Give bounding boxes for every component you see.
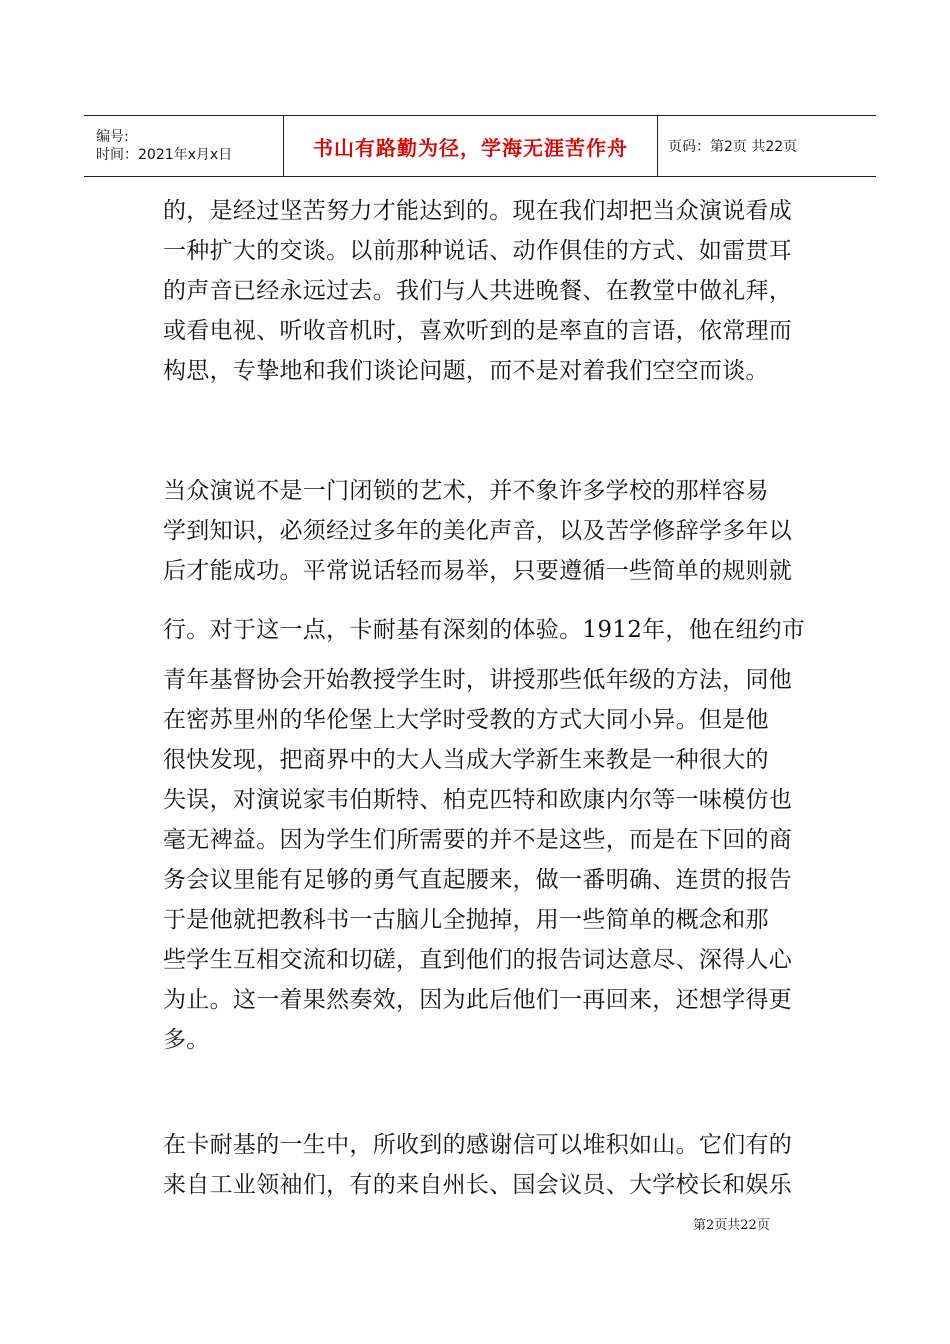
header-time-label: 时间：2021年x月x日 <box>96 147 233 163</box>
paragraph-line: 青年基督协会开始教授学生时，讲授那些低年级的方法，同他 <box>163 667 793 693</box>
paragraph-line: 来自工业领袖们，有的来自州长、国会议员、大学校长和娱乐 <box>163 1172 793 1198</box>
paragraph-line: 在卡耐基的一生中，所收到的感谢信可以堆积如山。它们有的 <box>163 1132 793 1158</box>
paragraph-line: 在密苏里州的华伦堡上大学时受教的方式大同小异。但是他 <box>163 707 769 733</box>
paragraph-line: 多。 <box>163 1027 210 1053</box>
header-number-label: 编号: <box>96 129 129 145</box>
paragraph-line: 后才能成功。平常说话轻而易举，只要遵循一些简单的规则就 <box>163 558 793 584</box>
paragraph-line: 很快发现，把商界中的大人当成大学新生来教是一种很大的 <box>163 747 769 773</box>
paragraph-line: 于是他就把教科书一古脑儿全抛掉，用一些简单的概念和那 <box>163 907 769 933</box>
paragraph-line: 些学生互相交流和切磋，直到他们的报告词达意尽、深得人心 <box>163 947 793 973</box>
paragraph-1 <box>163 191 803 391</box>
paragraph-line: 的，是经过坚苦努力才能达到的。现在我们却把当众演说看成 <box>163 198 793 224</box>
paragraph-line: 失误，对演说家韦伯斯特、柏克匹特和欧康内尔等一味模仿也 <box>163 787 793 813</box>
paragraph-line: 当众演说不是一门闭锁的艺术，并不象许多学校的那样容易 <box>163 478 769 504</box>
paragraph-line: 行。对于这一点，卡耐基有深刻的体验。1912年，他在纽约市 <box>163 617 806 643</box>
paragraph-2-continued <box>163 610 806 650</box>
paragraph-line: 或看电视、听收音机时，喜欢听到的是率直的言语，依常理而 <box>163 318 793 344</box>
paragraph-line: 学到知识，必须经过多年的美化声音，以及苦学修辞学多年以 <box>163 518 793 544</box>
paragraph-line: 毫无裨益。因为学生们所需要的并不是这些，而是在下回的商 <box>163 827 793 853</box>
paragraph-line: 为止。这一着果然奏效，因为此后他们一再回来，还想学得更 <box>163 987 793 1013</box>
paragraph-line: 构思，专挚地和我们谈论问题，而不是对着我们空空而谈。 <box>163 358 769 384</box>
paragraph-2 <box>163 471 803 591</box>
header-page-label: 页码：第2页 共22页 <box>668 139 798 155</box>
paragraph-2-rest <box>163 660 803 1060</box>
footer-page-number: 第2页共22页 <box>693 1218 770 1233</box>
paragraph-line: 一种扩大的交谈。以前那种说话、动作俱佳的方式、如雷贯耳 <box>163 238 793 264</box>
header-meta <box>84 116 284 176</box>
header-motto: 书山有路勤为径，学海无涯苦作舟 <box>284 116 658 176</box>
document-header <box>84 115 876 177</box>
paragraph-line: 的声音已经永远过去。我们与人共进晚餐、在教堂中做礼拜， <box>163 278 793 304</box>
paragraph-3 <box>163 1125 803 1205</box>
paragraph-line: 务会议里能有足够的勇气直起腰来，做一番明确、连贯的报告 <box>163 867 793 893</box>
